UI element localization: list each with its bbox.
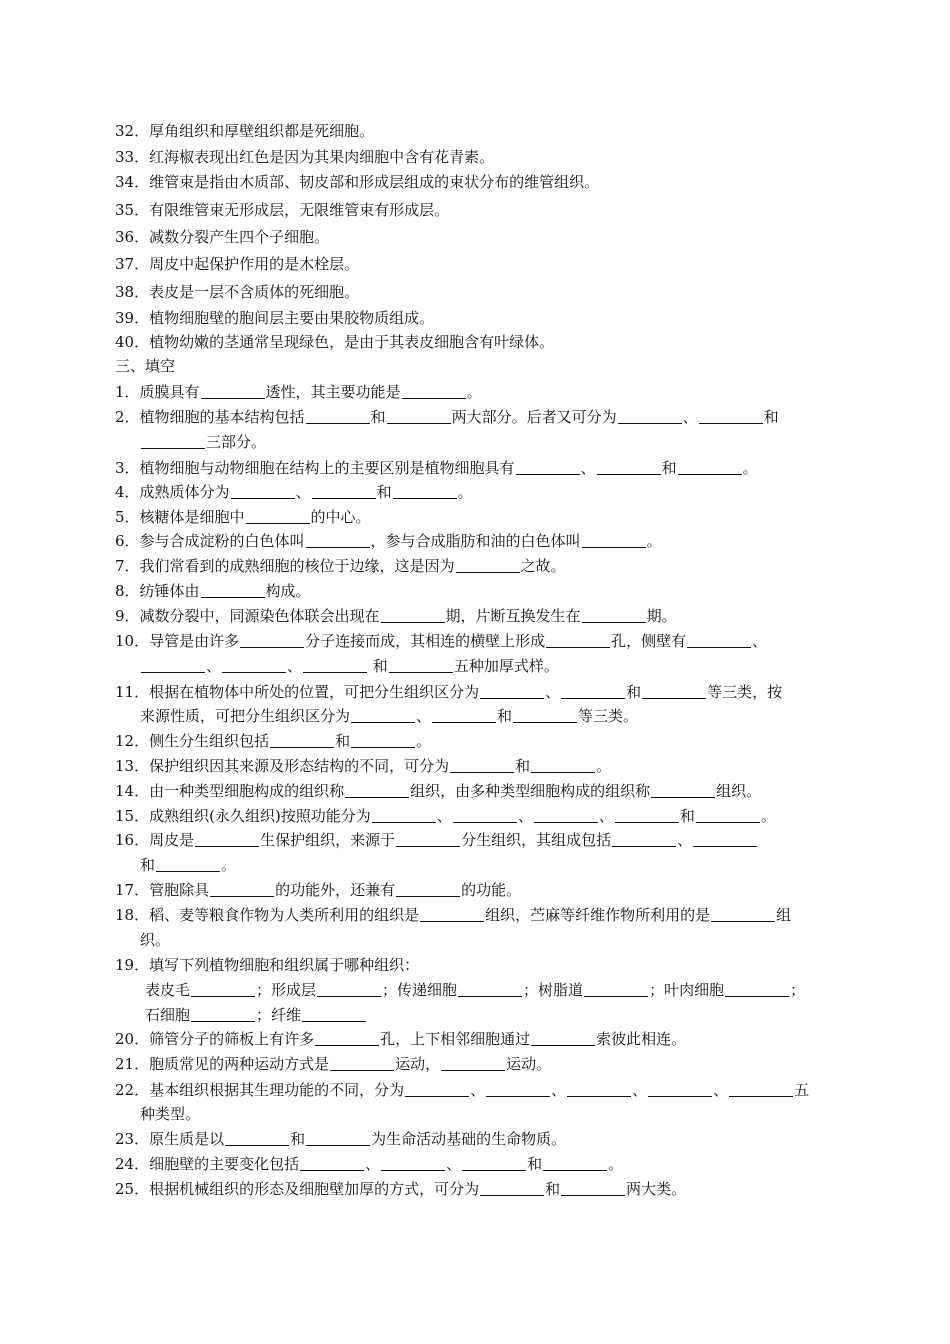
line-text: 等三类，按 [707, 683, 783, 701]
text-line [115, 172, 599, 192]
fill-in-blank[interactable] [648, 1081, 712, 1097]
line-text: 20．筛管分子的筛板上有许多 [115, 1030, 315, 1048]
line-text: ；形成层 [256, 981, 317, 999]
text-line [140, 432, 266, 452]
line-text: 两大部分。后者又可分为 [451, 408, 617, 426]
line-text: 、 [545, 683, 561, 701]
text-line [140, 656, 559, 676]
text-line [115, 1129, 566, 1149]
line-text: 、 [580, 459, 596, 477]
line-text: 组织，由多种类型细胞构成的组织称 [410, 782, 651, 800]
fill-in-blank[interactable] [372, 807, 436, 823]
fill-in-blank[interactable] [567, 1081, 631, 1097]
fill-in-blank[interactable] [432, 707, 496, 723]
line-text: 、 [632, 1081, 648, 1099]
line-text: 和 [376, 483, 392, 501]
line-text: 11．根据在植物体中所处的位置，可把分生组织区分为 [115, 683, 480, 701]
text-line [115, 830, 758, 850]
line-text: 石细胞 [145, 1006, 191, 1024]
line-text: 两大类。 [626, 1180, 687, 1198]
line-text: 15．成熟组织(永久组织)按照功能分为 [115, 807, 371, 825]
fill-in-blank[interactable] [615, 807, 679, 823]
line-text: 。 [221, 856, 237, 874]
line-text: 和 [290, 1130, 306, 1148]
text-line [115, 1154, 623, 1174]
line-text: 21．胞质常见的两种运动方式是 [115, 1055, 330, 1073]
fill-in-blank[interactable] [381, 607, 445, 623]
line-text: 14．由一种类型细胞构成的组织称 [115, 782, 345, 800]
text-line [115, 581, 311, 601]
line-text: 。 [608, 1155, 624, 1173]
line-text: 孔，侧壁有 [611, 632, 687, 650]
fill-in-blank[interactable] [420, 906, 484, 922]
fill-in-blank[interactable] [246, 508, 310, 524]
text-line [115, 781, 761, 801]
line-text: 五 [794, 1081, 810, 1099]
fill-in-blank[interactable] [546, 632, 610, 648]
fill-in-blank[interactable] [534, 807, 598, 823]
line-text: 和 [497, 707, 513, 725]
fill-in-blank[interactable] [201, 582, 265, 598]
line-text: 4．成熟质体分为 [115, 483, 230, 501]
text-line [145, 980, 805, 1000]
line-text: 、 [682, 408, 698, 426]
line-text: ，参与合成脂肪和油的白色体叫 [370, 532, 581, 550]
fill-in-blank[interactable] [315, 1030, 379, 1046]
line-text: 36．减数分裂产生四个子细胞。 [115, 228, 330, 246]
fill-in-blank[interactable] [693, 831, 757, 847]
text-line [115, 308, 434, 328]
line-text: 、 [470, 1081, 486, 1099]
line-text: 、 [436, 807, 452, 825]
text-line [115, 880, 521, 900]
line-text: 孔，上下相邻细胞通过 [380, 1030, 531, 1048]
line-text: 23．原生质是以 [115, 1130, 225, 1148]
text-line [115, 332, 554, 352]
line-text: 和 [335, 732, 351, 750]
fill-in-blank[interactable] [222, 657, 286, 673]
line-text: 2．植物细胞的基本结构包括 [115, 408, 305, 426]
fill-in-blank[interactable] [513, 707, 577, 723]
line-text: 、 [551, 1081, 567, 1099]
fill-in-blank[interactable] [584, 981, 648, 997]
line-text: 三、填空 [115, 357, 176, 375]
line-text: 。 [760, 807, 776, 825]
fill-in-blank[interactable] [729, 1081, 793, 1097]
line-text: 期。 [646, 607, 677, 625]
line-text: 12．侧生分生组织包括 [115, 732, 270, 750]
text-line [115, 227, 329, 247]
fill-in-blank[interactable] [270, 732, 334, 748]
line-text: 3．植物细胞与动物细胞在结构上的主要区别是植物细胞具有 [115, 459, 515, 477]
line-text: 、 [416, 707, 432, 725]
line-text: 32．厚角组织和厚壁组织都是死细胞。 [115, 122, 375, 140]
line-text: 和 [545, 1180, 561, 1198]
fill-in-blank[interactable] [210, 881, 274, 897]
text-line [140, 1104, 200, 1124]
line-text: 和 [661, 459, 677, 477]
fill-in-blank[interactable] [531, 757, 595, 773]
fill-in-blank[interactable] [405, 1081, 469, 1097]
fill-in-blank[interactable] [141, 657, 205, 673]
text-line [115, 382, 482, 402]
line-text: 。 [742, 459, 758, 477]
fill-in-blank[interactable] [306, 532, 370, 548]
line-text: 织。 [140, 931, 171, 949]
line-text: 25．根据机械组织的形态及细胞壁加厚的方式，可分为 [115, 1180, 480, 1198]
line-text: 13．保护组织因其来源及形态结构的不同，可分为 [115, 757, 450, 775]
line-text: 和 [140, 856, 156, 874]
text-line [115, 806, 776, 826]
line-text: 18．稻、麦等粮食作物为人类所利用的组织是 [115, 906, 420, 924]
line-text: 生保护组织，来源于 [260, 831, 396, 849]
line-text: 、 [713, 1081, 729, 1099]
fill-in-blank[interactable] [156, 856, 220, 872]
fill-in-blank[interactable] [642, 683, 706, 699]
fill-in-blank[interactable] [396, 831, 460, 847]
fill-in-blank[interactable] [402, 383, 466, 399]
line-text: 22．基本组织根据其生理功能的不同，分为 [115, 1081, 405, 1099]
line-text: 透性，其主要功能是 [265, 383, 401, 401]
fill-in-blank[interactable] [306, 1130, 370, 1146]
text-line [115, 955, 419, 975]
line-text: 17．管胞除具 [115, 881, 210, 899]
fill-in-blank[interactable] [582, 607, 646, 623]
text-line [115, 1080, 809, 1100]
text-line [115, 458, 758, 478]
text-line [145, 1005, 367, 1025]
line-text: 组织。 [716, 782, 762, 800]
text-line [115, 200, 449, 220]
line-text: 24．细胞壁的主要变化包括 [115, 1155, 300, 1173]
line-text: 。 [646, 532, 662, 550]
line-text: 之故。 [520, 557, 566, 575]
line-text: 为生命活动基础的生命物质。 [371, 1130, 567, 1148]
line-text: 6．参与合成淀粉的白色体叫 [115, 532, 305, 550]
line-text: 等三类。 [578, 707, 639, 725]
line-text: 、 [517, 807, 533, 825]
line-text: 来源性质，可把分生组织区分为 [140, 707, 351, 725]
text-line [115, 254, 359, 274]
line-text: 35．有限维管束无形成层，无限维管束有形成层。 [115, 201, 450, 219]
line-text: 构成。 [265, 582, 311, 600]
line-text: 1．质膜具有 [115, 383, 200, 401]
line-text: 和 [368, 657, 388, 675]
text-line [115, 147, 494, 167]
fill-in-blank[interactable] [543, 1155, 607, 1171]
line-text: 和 [763, 408, 779, 426]
text-line [115, 556, 566, 576]
fill-in-blank[interactable] [302, 1006, 366, 1022]
line-text: 8．纺锤体由 [115, 582, 200, 600]
line-text: 表皮毛 [145, 981, 191, 999]
fill-in-blank[interactable] [725, 981, 789, 997]
fill-in-blank[interactable] [387, 408, 451, 424]
text-line [115, 756, 611, 776]
fill-in-blank[interactable] [201, 383, 265, 399]
fill-in-blank[interactable] [618, 408, 682, 424]
fill-in-blank[interactable] [651, 782, 715, 798]
line-text: ； [790, 981, 806, 999]
line-text: 的中心。 [310, 508, 371, 526]
line-text: 运动， [395, 1055, 441, 1073]
line-text: 、 [365, 1155, 381, 1173]
line-text: 10．导管是由许多 [115, 632, 240, 650]
fill-in-blank[interactable] [711, 906, 775, 922]
fill-in-blank[interactable] [317, 981, 381, 997]
fill-in-blank[interactable] [456, 557, 520, 573]
line-text: 的功能外，还兼有 [275, 881, 396, 899]
text-line [115, 731, 431, 751]
line-text: 和 [626, 683, 642, 701]
line-text: ；叶肉细胞 [649, 981, 725, 999]
text-line [115, 482, 473, 502]
fill-in-blank[interactable] [231, 483, 295, 499]
text-line [115, 1179, 686, 1199]
fill-in-blank[interactable] [191, 1006, 255, 1022]
line-text: 。 [596, 757, 612, 775]
text-line [115, 682, 782, 702]
line-text: 、 [287, 657, 303, 675]
line-text: 和 [370, 408, 386, 426]
line-text: 19．填写下列植物细胞和组织属于哪种组织： [115, 956, 420, 974]
text-line [115, 121, 374, 141]
fill-in-blank[interactable] [225, 1130, 289, 1146]
fill-in-blank[interactable] [696, 807, 760, 823]
fill-in-blank[interactable] [612, 831, 676, 847]
text-line [115, 531, 662, 551]
line-text: 、 [677, 831, 693, 849]
line-text: 种类型。 [140, 1105, 201, 1123]
fill-in-blank[interactable] [480, 1180, 544, 1196]
line-text: 、 [295, 483, 311, 501]
line-text: 和 [527, 1155, 543, 1173]
fill-in-blank[interactable] [345, 782, 409, 798]
fill-in-blank[interactable] [351, 707, 415, 723]
text-line [115, 1029, 686, 1049]
fill-in-blank[interactable] [393, 483, 457, 499]
line-text: 组 [776, 906, 792, 924]
line-text: 索彼此相连。 [596, 1030, 687, 1048]
fill-in-blank[interactable] [458, 981, 522, 997]
fill-in-blank[interactable] [531, 1030, 595, 1046]
fill-in-blank[interactable] [687, 632, 751, 648]
text-line [140, 855, 236, 875]
line-text: 组织，苎麻等纤维作物所利用的是 [485, 906, 711, 924]
line-text: 、 [206, 657, 222, 675]
fill-in-blank[interactable] [450, 757, 514, 773]
fill-in-blank[interactable] [561, 683, 625, 699]
text-line [115, 606, 677, 626]
line-text: 5．核糖体是细胞中 [115, 508, 245, 526]
line-text: 和 [679, 807, 695, 825]
line-text: 39．植物细胞壁的胞间层主要由果胶物质组成。 [115, 309, 435, 327]
fill-in-blank[interactable] [699, 408, 763, 424]
fill-in-blank[interactable] [597, 459, 661, 475]
text-line [115, 631, 767, 651]
fill-in-blank[interactable] [195, 831, 259, 847]
fill-in-blank[interactable] [678, 459, 742, 475]
line-text: 和 [515, 757, 531, 775]
fill-in-blank[interactable] [381, 1155, 445, 1171]
line-text: 33．红海椒表现出红色是因为其果肉细胞中含有花青素。 [115, 148, 495, 166]
fill-in-blank[interactable] [516, 459, 580, 475]
line-text: ；纤维 [256, 1006, 302, 1024]
text-line [115, 282, 359, 302]
line-text: 。 [416, 732, 432, 750]
text-line [115, 1054, 551, 1074]
fill-in-blank[interactable] [561, 1180, 625, 1196]
fill-in-blank[interactable] [453, 807, 517, 823]
fill-in-blank[interactable] [306, 408, 370, 424]
fill-in-blank[interactable] [330, 1055, 394, 1071]
line-text: 的功能。 [461, 881, 522, 899]
fill-in-blank[interactable] [141, 433, 205, 449]
fill-in-blank[interactable] [480, 683, 544, 699]
text-line [140, 706, 638, 726]
line-text: 。 [457, 483, 473, 501]
line-text: 7．我们常看到的成熟细胞的核位于边缘，这是因为 [115, 557, 455, 575]
fill-in-blank[interactable] [389, 657, 453, 673]
fill-in-blank[interactable] [240, 632, 304, 648]
fill-in-blank[interactable] [396, 881, 460, 897]
line-text: 9．减数分裂中，同源染色体联会出现在 [115, 607, 380, 625]
line-text: 。 [466, 383, 482, 401]
fill-in-blank[interactable] [441, 1055, 505, 1071]
line-text: 期，片断互换发生在 [445, 607, 581, 625]
line-text: 、 [752, 632, 768, 650]
line-text: 分子连接而成，其相连的横壁上形成 [305, 632, 546, 650]
line-text: 16．周皮是 [115, 831, 195, 849]
line-text: 40．植物幼嫩的茎通常呈现绿色，是由于其表皮细胞含有叶绿体。 [115, 333, 555, 351]
line-text: 分生组织，其组成包括 [461, 831, 612, 849]
line-text: 34．维管束是指由木质部、韧皮部和形成层组成的束状分布的维管组织。 [115, 173, 600, 191]
line-text: 三部分。 [206, 433, 267, 451]
fill-in-blank[interactable] [312, 483, 376, 499]
fill-in-blank[interactable] [300, 1155, 364, 1171]
text-line [115, 507, 371, 527]
text-line [115, 905, 791, 925]
line-text: 、 [598, 807, 614, 825]
fill-in-blank[interactable] [486, 1081, 550, 1097]
text-line [115, 407, 779, 427]
fill-in-blank[interactable] [582, 532, 646, 548]
line-text: 五种加厚式样。 [453, 657, 559, 675]
text-line [115, 356, 175, 376]
fill-in-blank[interactable] [462, 1155, 526, 1171]
fill-in-blank[interactable] [351, 732, 415, 748]
fill-in-blank[interactable] [191, 981, 255, 997]
text-line [140, 930, 170, 950]
line-text: ；树脂道 [523, 981, 584, 999]
line-text: 运动。 [506, 1055, 552, 1073]
line-text: 、 [446, 1155, 462, 1173]
line-text: 38．表皮是一层不含质体的死细胞。 [115, 283, 360, 301]
line-text: 37．周皮中起保护作用的是木栓层。 [115, 255, 360, 273]
fill-in-blank[interactable] [303, 657, 367, 673]
line-text: ；传递细胞 [382, 981, 458, 999]
